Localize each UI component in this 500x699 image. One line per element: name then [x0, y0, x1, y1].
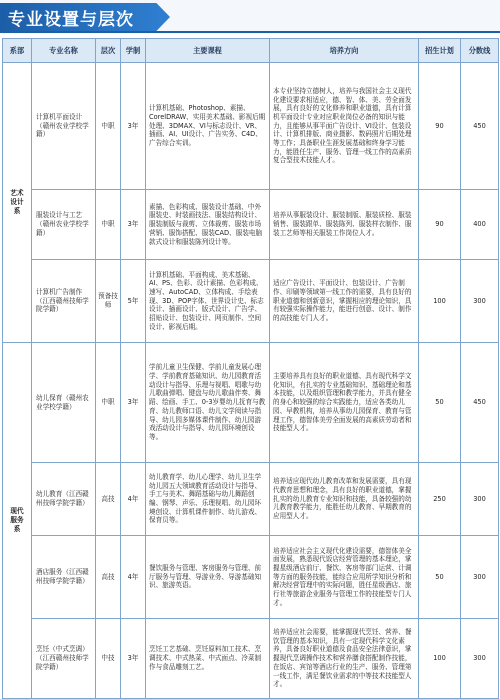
- table-row: [3, 619, 499, 699]
- years-cell: 4年: [121, 536, 146, 619]
- plan-cell: 100: [419, 260, 461, 343]
- years-cell: 3年: [121, 343, 146, 463]
- major-name-cell: 服装设计与工艺（赣州农业学校学籍）: [32, 190, 96, 260]
- plan-cell: 90: [419, 63, 461, 190]
- years-cell: 3年: [121, 190, 146, 260]
- courses-cell: 幼儿教育学、幼儿心理学、幼儿卫生学幼儿园五大领域教育活动设计与指导、手工与美术、舞蹈基础与幼儿舞蹈创编、钢琴、声乐、乐理视唱、幼儿园环境创设、计算机课件制作、幼儿游戏、保育员等。: [146, 463, 270, 536]
- courses-cell: 计算机基础、Photoshop、素描、CorelDRAW、实用美术基础、影视后期处理、3DMAX、VI与标志设计、VR、插画、AI、UI设计、广告实务、C4D、广告综合实训。: [146, 63, 270, 190]
- header-score: 分数线: [461, 39, 499, 63]
- goal-cell: 本专业坚持立德树人，培养与我国社会主义现代化建设要求相适应，德、智、体、美、劳全面发展，具有良好的文化修养和职业道德，具有计算机平面设计专业对应职业岗位必备的知识与能力，且能够从事平面广告设计、VI设计、包装设计、计算机排版、商业摄影、数码照片后期处理等工作；具备职业生涯发展基础和终身学习能力，能胜任生产、服务、管理一线工作的高素质复合型技术技能人才。: [270, 63, 419, 190]
- level-cell: 中职: [96, 343, 121, 463]
- table-row: [3, 63, 499, 190]
- goal-cell: 培养从事服装设计、服装制版、服装质检、服装销售、服装跟单、服装陈列、服装样衣制作、服装工艺师等相关服装工作岗位人才。: [270, 190, 419, 260]
- header-goal: 培养方向: [270, 39, 419, 63]
- score-cell: 300: [461, 536, 499, 619]
- department-label: 现代服务系: [10, 507, 24, 533]
- courses-cell: 餐饮服务与管理、客房服务与管理、前厅服务与管理、导游业务、导游基础知识、旅游英语。: [146, 536, 270, 619]
- level-cell: 中职: [96, 63, 121, 190]
- goal-cell: 主要培养具有良好的职业道德、具有现代科学文化知识，有扎实的专业基础知识、基础理论和基本技能，以及组织管理和教学能力，并具有健全的身心和较强的综合实践能力，适应各类幼儿园、早教机构，培养从事幼儿园保育、教育与管理工作，德智体美劳全面发展的高素质劳动者和技能型人才。: [270, 343, 419, 463]
- years-cell: 4年: [121, 463, 146, 536]
- major-name-cell: 幼儿教育（江西赣州技师学院学籍）: [32, 463, 96, 536]
- score-cell: 400: [461, 190, 499, 260]
- department-label: 艺术设计系: [10, 189, 24, 215]
- table-row: [3, 190, 499, 260]
- plan-cell: 250: [419, 463, 461, 536]
- level-cell: 高技: [96, 536, 121, 619]
- department-cell: [3, 343, 32, 699]
- score-cell: 450: [461, 343, 499, 463]
- years-cell: 5年: [121, 260, 146, 343]
- table-row: [3, 343, 499, 463]
- plan-cell: 50: [419, 343, 461, 463]
- page-banner: [0, 0, 500, 34]
- score-cell: 450: [461, 63, 499, 190]
- plan-cell: 90: [419, 190, 461, 260]
- score-cell: 300: [461, 260, 499, 343]
- goal-cell: 培养适应社会需要，能掌握现代烹饪、营养、餐饮管理的基本知识，具有一定现代科学文化素养，具备良好职业道德及食品安全法律意识，掌握现代烹调操作技术和营养膳食搭配制作技能，在饭店、宾馆等酒店行业的生产、服务、管理第一线工作，满足餐饮业需求的中等技术技能型人才。: [270, 619, 419, 699]
- table-header-row: [3, 39, 499, 63]
- header-department: 系部: [3, 39, 32, 63]
- major-name-cell: 计算机广告制作（江西赣州技师学院学籍）: [32, 260, 96, 343]
- header-level: 层次: [96, 39, 121, 63]
- major-name-cell: 计算机平面设计（赣州农业学校学籍）: [32, 63, 96, 190]
- header-courses: 主要课程: [146, 39, 270, 63]
- table-row: [3, 260, 499, 343]
- score-cell: 300: [461, 463, 499, 536]
- program-table: [2, 38, 499, 699]
- table-row: [3, 536, 499, 619]
- header-years: 学制: [121, 39, 146, 63]
- banner-divider: [0, 31, 500, 33]
- score-cell: 300: [461, 619, 499, 699]
- level-cell: 高技: [96, 463, 121, 536]
- goal-cell: 培养适应社会主义现代化建设需要，德智体美全面发展，熟悉现代饭店经营管理的基本理论，掌握星级酒店前厅、餐饮、客房等部门运营、计调等方面的服务技能，能综合应用所学知识分析和解决经营管理中的实际问题，胜任星级酒店、旅行社等旅游企业服务与管理工作的技能型专门人才。: [270, 536, 419, 619]
- plan-cell: 100: [419, 619, 461, 699]
- header-major-name: 专业名称: [32, 39, 96, 63]
- major-name-cell: 酒店服务（江西赣州技师学院学籍）: [32, 536, 96, 619]
- goal-cell: 适应广告设计、平面设计、包装设计、广告制作、印刷等领域第一线工作的需要，具有良好的职业道德和创新意识，掌握相应的理论知识，具有较强实际操作能力，能进行创意、设计、制作的高技能专门人才。: [270, 260, 419, 343]
- years-cell: 3年: [121, 63, 146, 190]
- level-cell: 预备技师: [96, 260, 121, 343]
- years-cell: 3年: [121, 619, 146, 699]
- courses-cell: 烹饪工艺基础、烹饪原料加工技术、烹调技术、中式热菜、中式面点、冷菜制作与食品雕刻工艺。: [146, 619, 270, 699]
- major-name-cell: 烹饪（中式烹调）（江西赣州技师学院学籍）: [32, 619, 96, 699]
- plan-cell: 50: [419, 536, 461, 619]
- major-name-cell: 幼儿保育（赣州农业学校学籍）: [32, 343, 96, 463]
- level-cell: 中职: [96, 190, 121, 260]
- table-row: [3, 463, 499, 536]
- courses-cell: 素描、色彩构成、服装设计基础、中外服装史、时装画技法、服装结构设计、服装制版与裁剪、立体裁剪、服装市场营销、服饰搭配、服装CAD、服装电脑款式设计和服装陈列设计等。: [146, 190, 270, 260]
- courses-cell: 学前儿童卫生保健、学前儿童发展心理学、学前教育基础知识、幼儿园教育活动设计与指导、乐理与视唱、唱歌与幼儿歌曲弹唱、键盘与幼儿歌曲伴奏、舞蹈、绘画、手工、0-3岁婴幼儿抚育与教育、幼儿教师口语、幼儿文学阅读与指导、幼儿园多媒体课件制作、幼儿园游戏活动设计与指导、幼儿园环境创设等。: [146, 343, 270, 463]
- goal-cell: 培养适应现代幼儿教育改革和发展需要，具有现代教育思想和理念，具有良好的职业道德，掌握扎实的幼儿教育专业知识和技能，具备较强的幼儿教育教学能力，能胜任幼儿教育、早期教育的应用型人才。: [270, 463, 419, 536]
- courses-cell: 计算机基础、平面构成、美术基础、AI、PS、色彩、设计素描、色彩构成、速写、AutoCAD、立体构成、手绘表现、3D、POP字体、世界设计史、标志设计、插画设计、版式设计、广告学、招贴设计、包装设计、网页制作、空间设计、影视后期。: [146, 260, 270, 343]
- page-title: 专业设置与层次: [8, 10, 134, 30]
- header-plan: 招生计划: [419, 39, 461, 63]
- department-cell: [3, 63, 32, 343]
- level-cell: 中技: [96, 619, 121, 699]
